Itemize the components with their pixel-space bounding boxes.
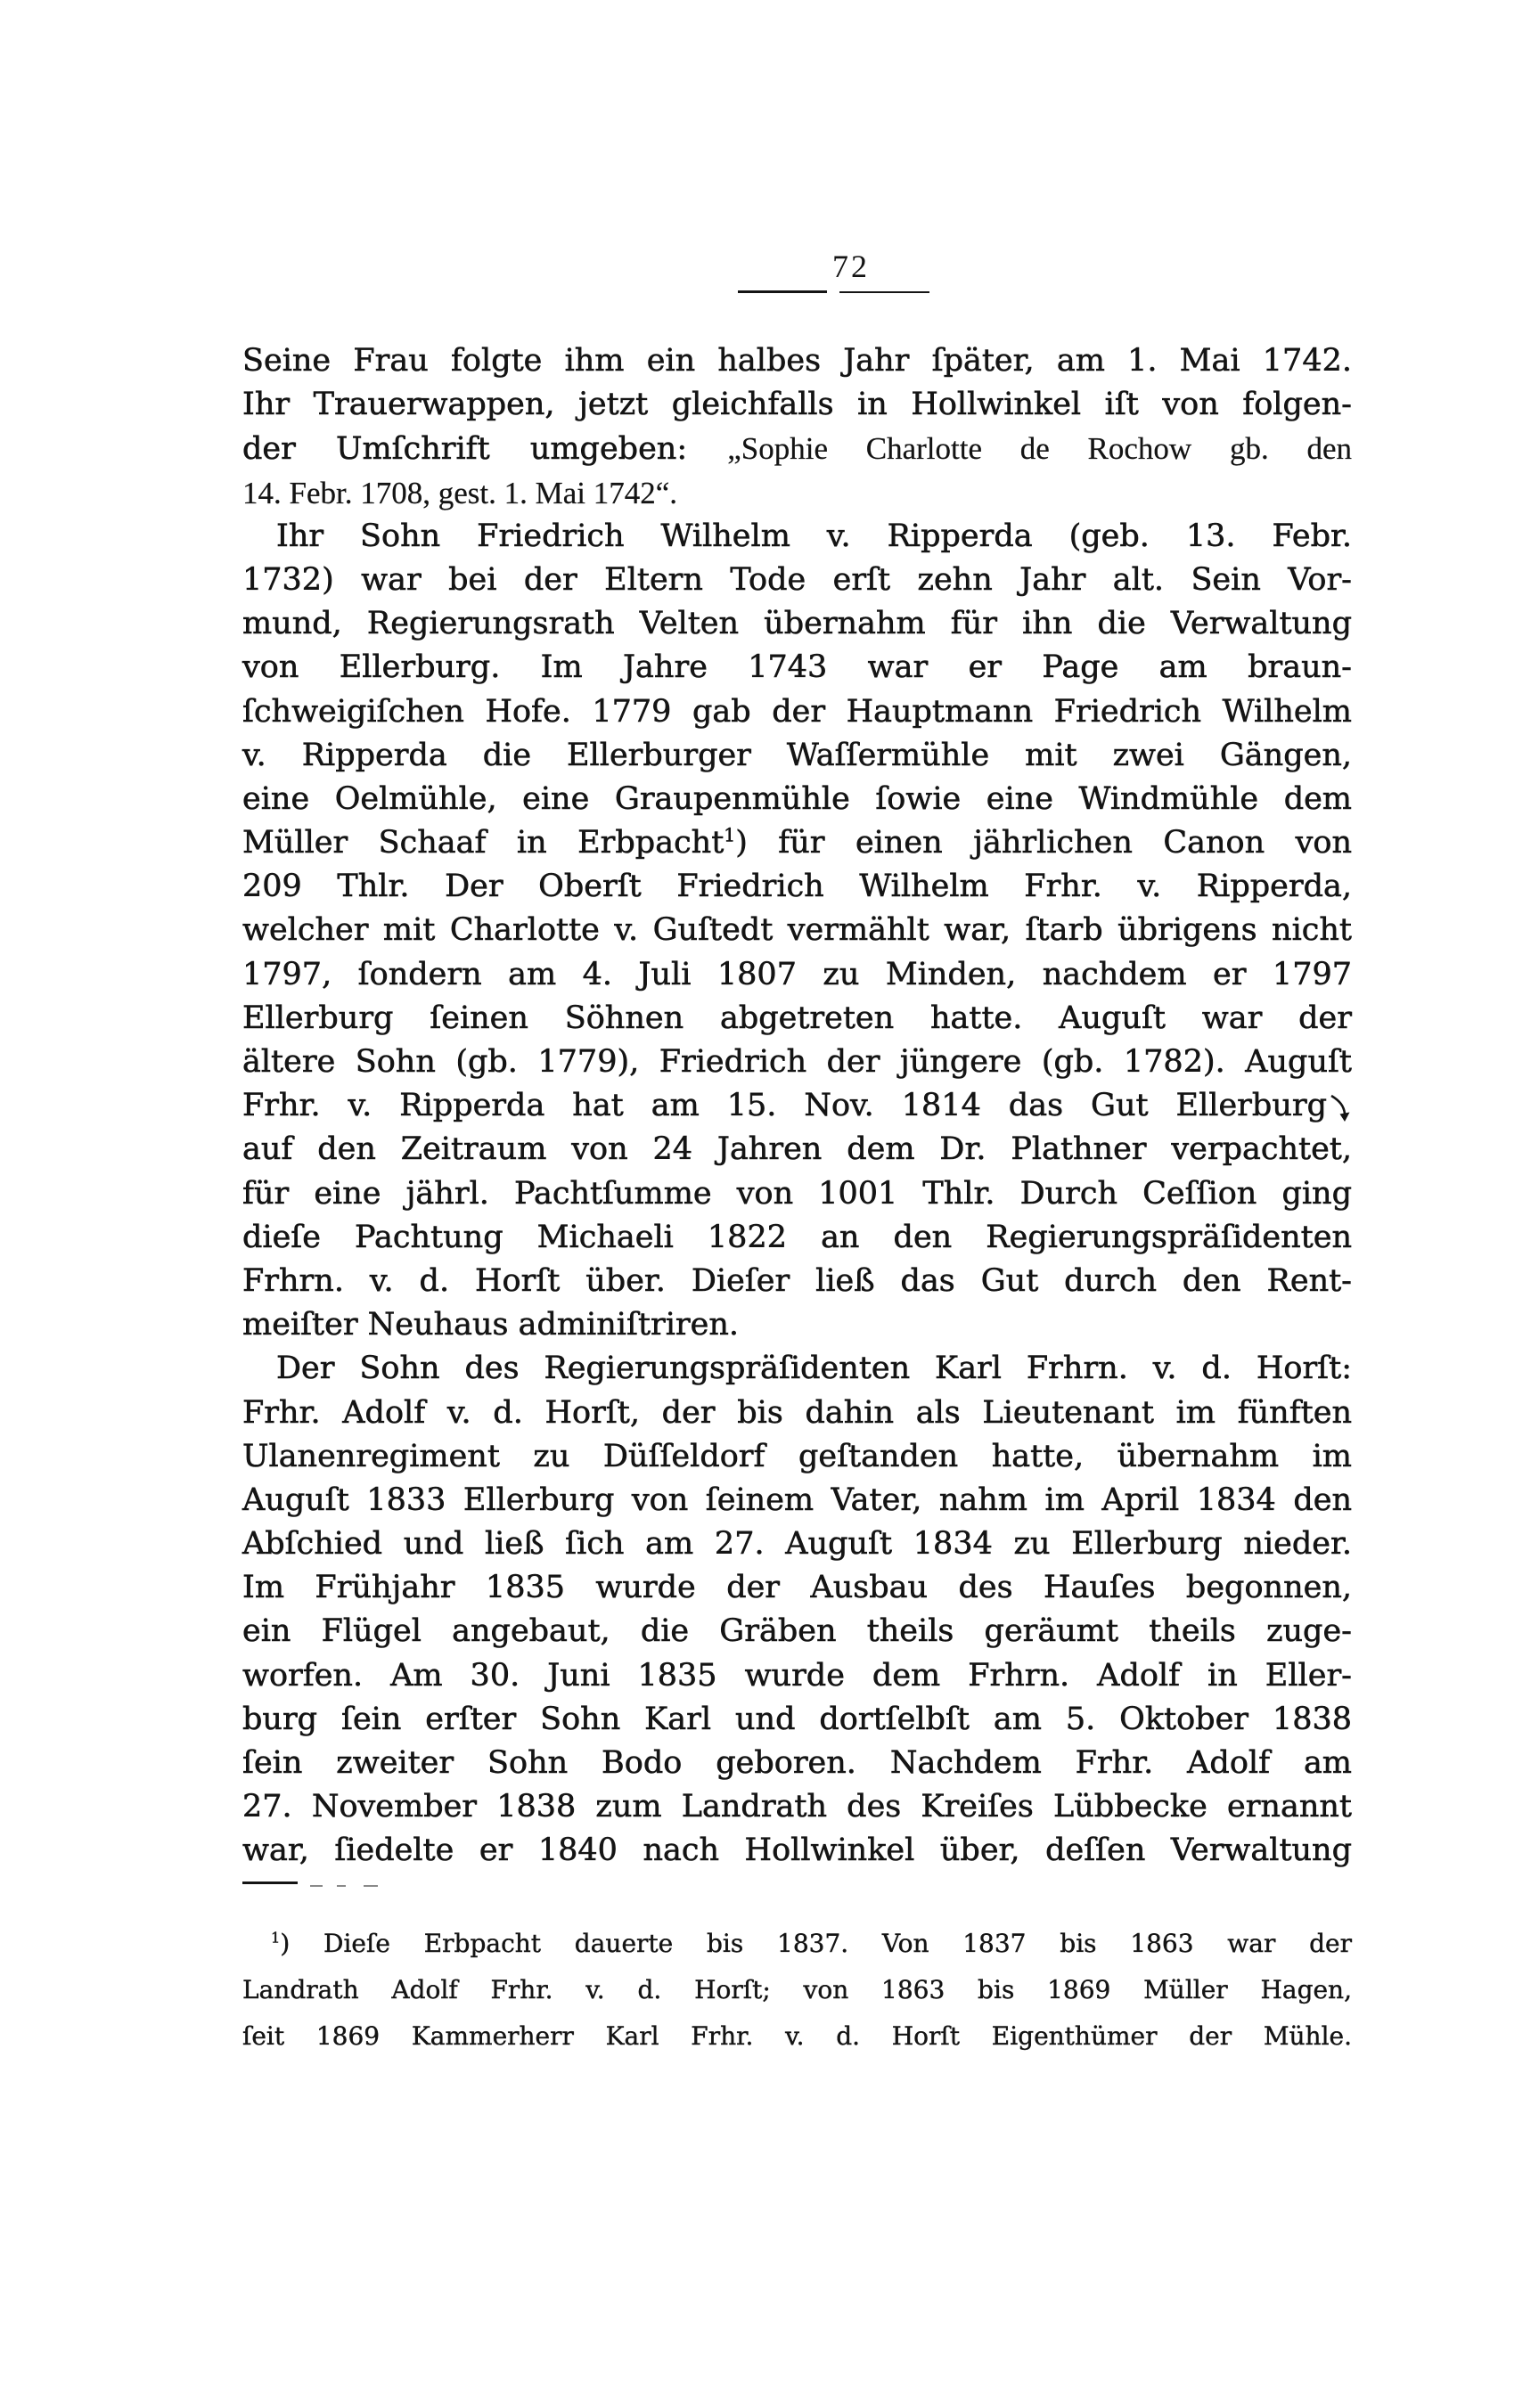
text-line: 209 Thlr. Der Oberſt Friedrich Wilhelm Frhr. v. Ripperda, (242, 869, 1352, 905)
text-line: eine Oelmühle, eine Graupenmühle ſowie eine Windmühle dem (242, 780, 1352, 817)
fraktur-text: ) Dieſe Erbpacht dauerte bis 1837. Von 1837 bis 1863 war der (280, 1929, 1352, 1958)
text-line: Auguſt 1833 Ellerburg von ſeinem Vater, nahm im April 1834 den (242, 1482, 1352, 1518)
text-line: dieſe Pachtung Michaeli 1822 an den Regierungspräſidenten (242, 1219, 1352, 1255)
text-line (242, 1084, 1352, 1128)
text-line: v. Ripperda die Ellerburger Waſſermühle mit zwei Gängen, (242, 737, 1352, 773)
page-number: 72 (832, 249, 870, 284)
text-line: auf den Zeitraum von 24 Jahren dem Dr. Plathner verpachtet, (242, 1131, 1352, 1168)
text-line: Ulanenregiment zu Düſſeldorf geſtanden hatte, übernahm im (242, 1438, 1352, 1474)
footnote-number-marker: 1 (271, 1929, 281, 1947)
text-line: war, ſiedelte er 1840 nach Hollwinkel über, deſſen Verwaltung (242, 1833, 1352, 1869)
text-line: worfen. Am 30. Juni 1835 wurde dem Frhrn. Adolf in Eller- (242, 1657, 1352, 1694)
footnote-separator (242, 1882, 298, 1884)
header-rule-right (839, 291, 929, 293)
text-line (242, 821, 1352, 865)
text-line: Im Frühjahr 1835 wurde der Ausbau des Hauſes begonnen, (242, 1570, 1352, 1606)
header-rule-left (738, 290, 827, 293)
text-line: 1797, ſondern am 4. Juli 1807 zu Minden, nachdem er 1797 (242, 956, 1352, 992)
text-line: burg ſein erſter Sohn Karl und dortſelbſt am 5. Oktober 1838 (242, 1701, 1352, 1737)
text-line (242, 471, 1352, 515)
footnote-separator-dash (364, 1885, 378, 1887)
antiqua-text: 14. Febr. 1708, gest. 1. Mai 1742“. (242, 475, 678, 510)
text-line: Frhr. Adolf v. d. Horſt, der bis dahin als Lieutenant im fünften (242, 1394, 1352, 1431)
body-text (242, 339, 1352, 1873)
text-line (242, 427, 1352, 470)
antiqua-text: „Sophie Charlotte de Rochow gb. den (727, 431, 1352, 467)
text-line: Frhrn. v. d. Horſt über. Dieſer ließ das Gut durch den Rent- (242, 1262, 1352, 1299)
text-line: ältere Sohn (gb. 1779), Friedrich der jüngere (gb. 1782). Auguſt (242, 1044, 1352, 1080)
text-line: Ellerburg ſeinen Söhnen abgetreten hatte. Auguſt war der (242, 1000, 1352, 1036)
text-line: Abſchied und ließ ſich am 27. Auguſt 1834 zu Ellerburg nieder. (242, 1526, 1352, 1563)
footnote (242, 1921, 1352, 2060)
text-line: 1732) war bei der Eltern Tode erſt zehn Jahr alt. Sein Vor- (242, 561, 1352, 598)
footnote-line (242, 1921, 1352, 1967)
text-line: Der Sohn des Regierungspräſidenten Karl Frhrn. v. d. Horſt: (276, 1351, 1352, 1387)
text-line: von Ellerburg. Im Jahre 1743 war er Page am braun- (242, 649, 1352, 686)
footnote-separator-dash (337, 1885, 346, 1887)
footnote-separator-dash (310, 1885, 323, 1887)
text-line: welcher mit Charlotte v. Guſtedt vermählt war, ſtarb übrigens nicht (242, 912, 1352, 949)
text-line: Ihr Sohn Friedrich Wilhelm v. Ripperda (geb. 13. Febr. (276, 518, 1352, 554)
text-line: ein Flügel angebaut, die Gräben theils geräumt theils zuge- (242, 1613, 1352, 1650)
footnote-line: Landrath Adolf Frhr. v. d. Horſt; von 1863 bis 1869 Müller Hagen, (242, 1975, 1352, 2004)
text-line: 27. November 1838 zum Landrath des Kreiſes Lübbecke ernannt (242, 1789, 1352, 1825)
text-line: Ihr Trauerwappen, jetzt gleichfalls in Hollwinkel iſt von folgen- (242, 387, 1352, 423)
text-line: für eine jährl. Pachtſumme von 1001 Thlr. Durch Ceſſion ging (242, 1175, 1352, 1212)
text-line: ſchweigiſchen Hofe. 1779 gab der Hauptmann Friedrich Wilhelm (242, 693, 1352, 730)
fraktur-text: Müller Schaaf in Erbpacht (242, 825, 724, 861)
text-line: ſein zweiter Sohn Bodo geboren. Nachdem Frhr. Adolf am (242, 1745, 1352, 1781)
footnote-line: ſeit 1869 Kammerherr Karl Frhr. v. d. Horſt Eigenthümer der Mühle. (242, 2021, 1352, 2051)
fraktur-text: ) für einen jährlichen Canon von (735, 825, 1352, 861)
footnote-reference-marker: 1 (724, 824, 736, 846)
fraktur-text: Frhr. v. Ripperda hat am 15. Nov. 1814 das Gut Ellerburg (242, 1088, 1327, 1124)
text-line: meiſter Neuhaus adminiſtriren. (242, 1307, 740, 1343)
fraktur-text: der Umſchrift umgeben: (242, 431, 728, 468)
text-line: mund, Regierungsrath Velten übernahm für ihn die Verwaltung (242, 606, 1352, 642)
text-line: Seine Frau folgte ihm ein halbes Jahr ſpäter, am 1. Mai 1742. (242, 343, 1352, 379)
ink-arrow-mark (1327, 1088, 1352, 1123)
